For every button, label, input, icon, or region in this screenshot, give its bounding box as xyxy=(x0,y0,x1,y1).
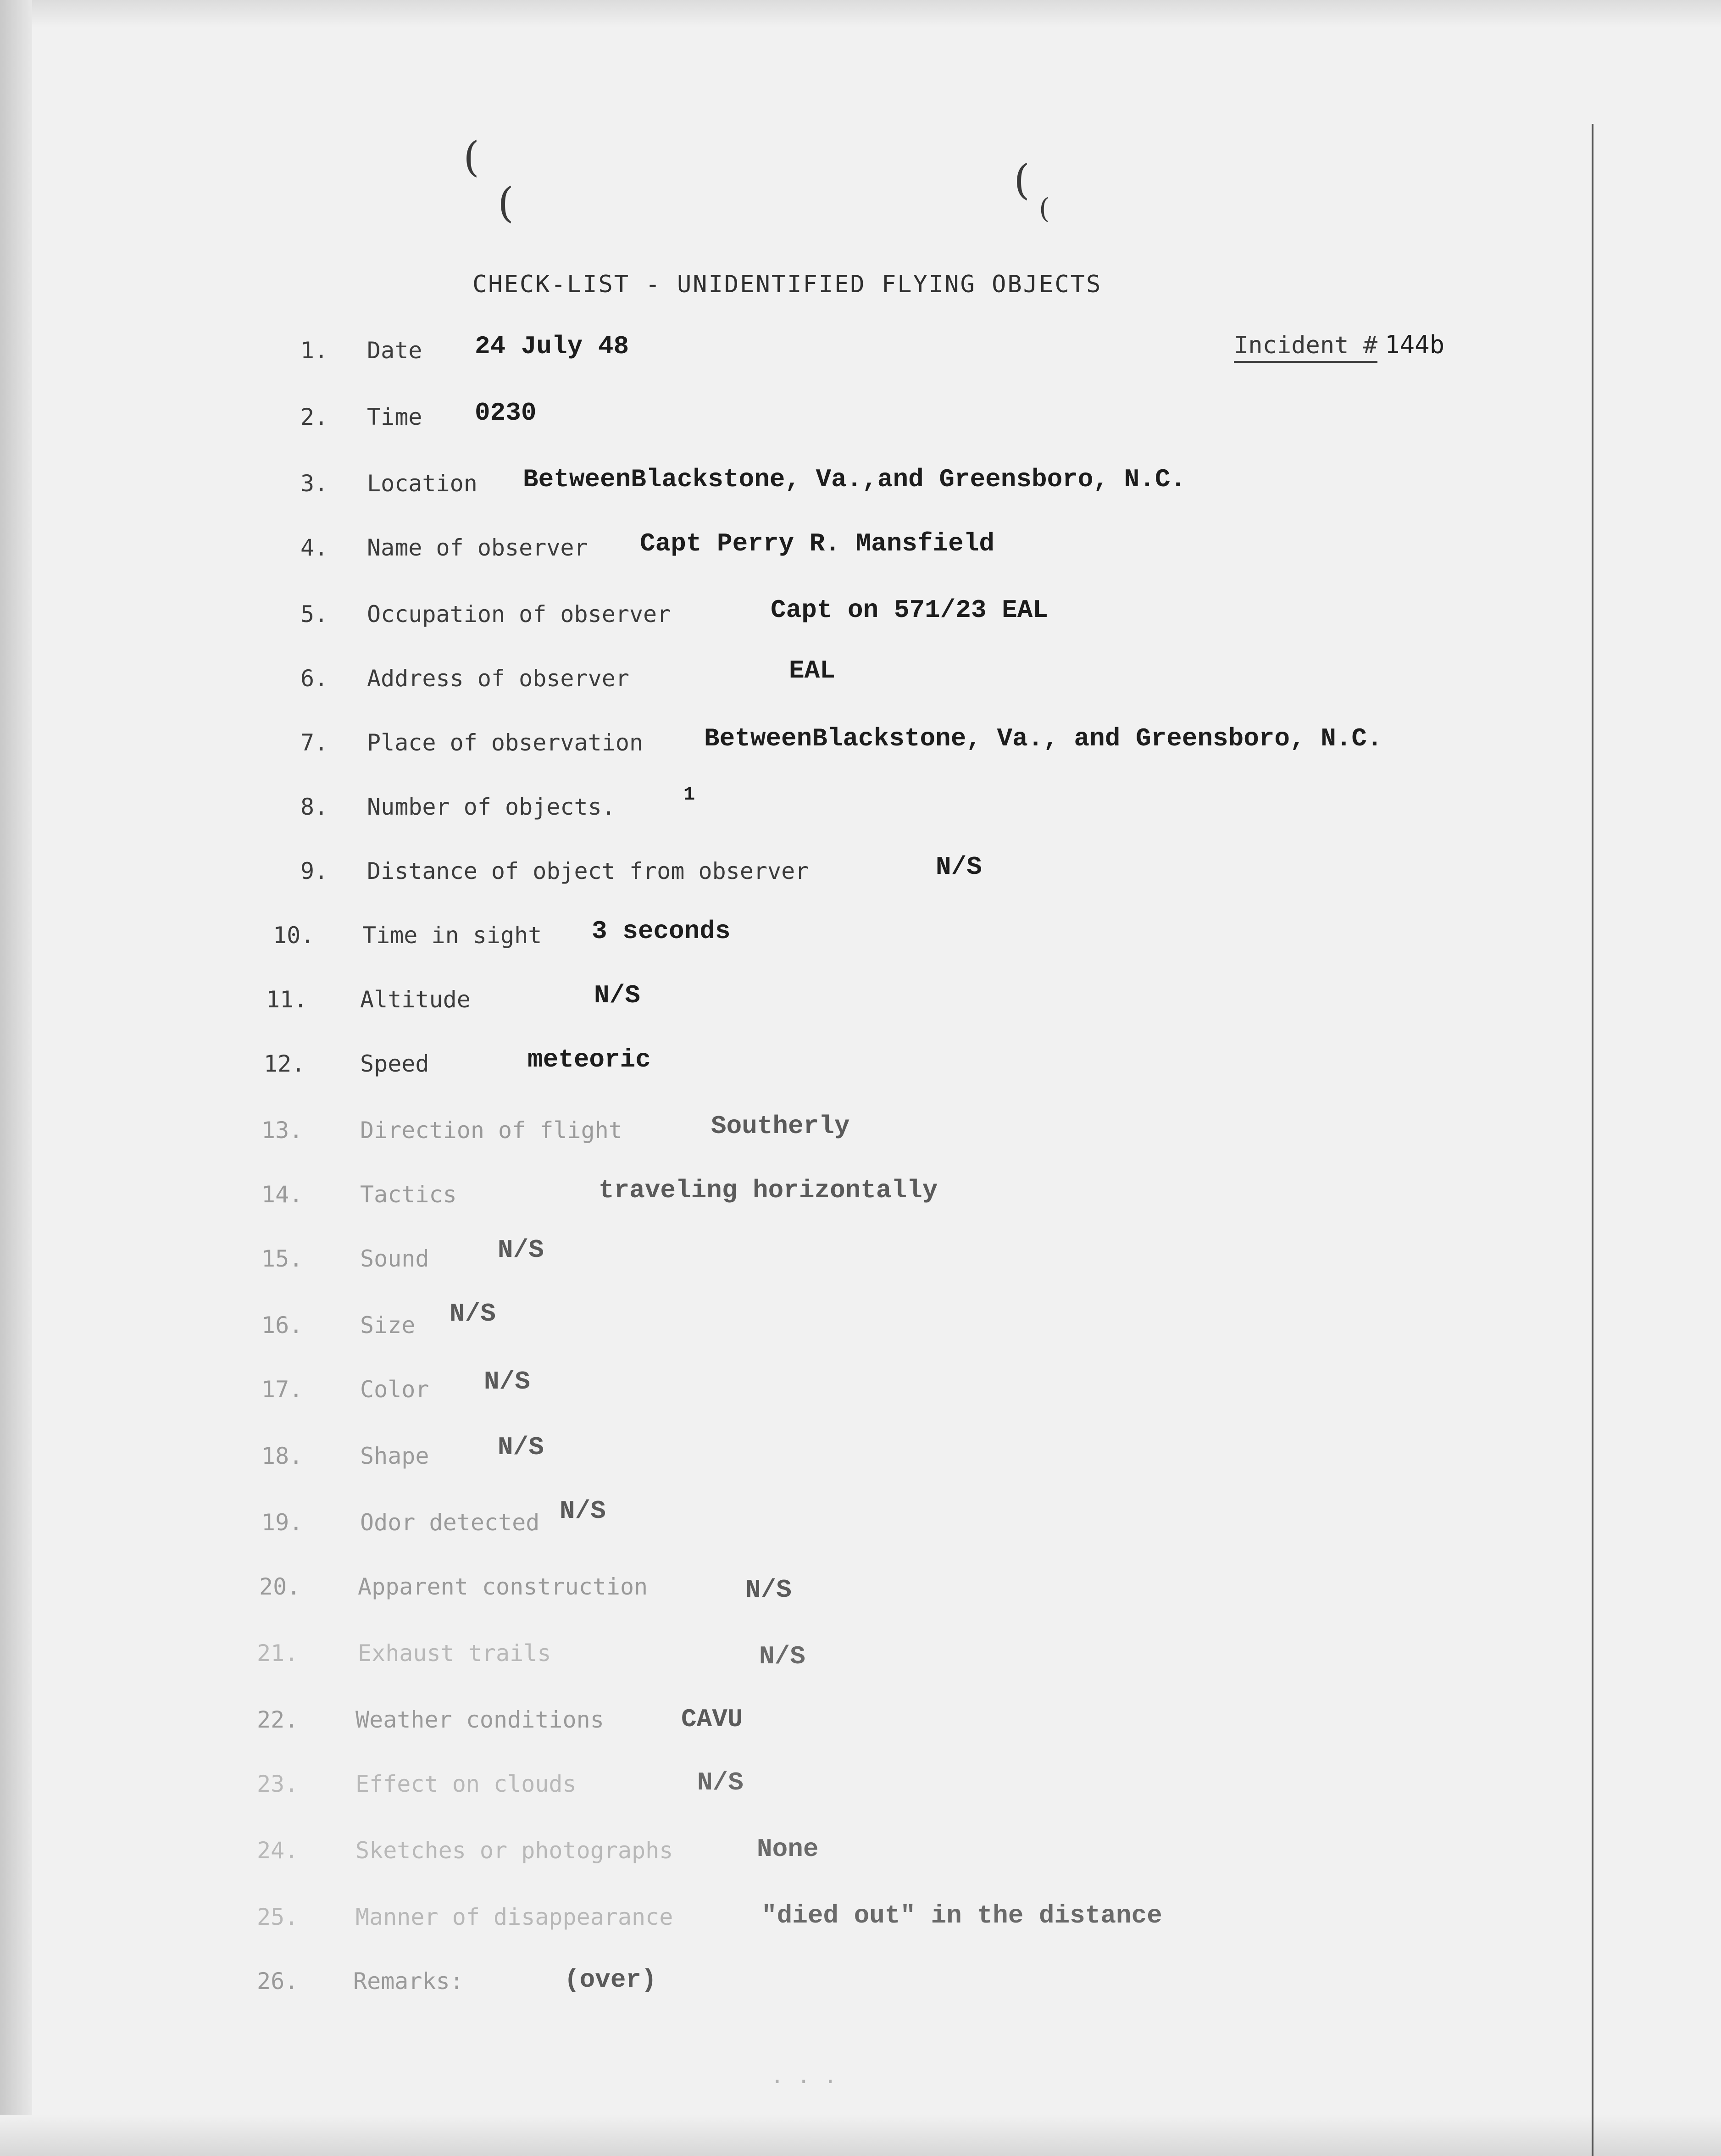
item-value: N/S xyxy=(759,1642,805,1671)
item-label: Color xyxy=(360,1376,429,1403)
right-margin-rule xyxy=(1592,124,1593,2156)
item-label: Tactics xyxy=(360,1181,457,1208)
item-label: Odor detected xyxy=(360,1509,540,1536)
item-value: 3 seconds xyxy=(592,917,731,946)
item-label: Place of observation xyxy=(367,729,644,756)
item-label: Weather conditions xyxy=(355,1706,604,1733)
page-mark: · · · xyxy=(771,2069,837,2095)
item-value: BetweenBlackstone, Va., and Greensboro, N.C. xyxy=(704,724,1382,753)
item-number: 4. xyxy=(300,534,328,561)
item-value: CAVU xyxy=(681,1705,743,1734)
punch-mark: ( xyxy=(498,179,514,227)
item-number: 21. xyxy=(257,1640,299,1667)
punch-mark: ( xyxy=(463,133,480,181)
item-label: Address of observer xyxy=(367,665,629,692)
item-value: N/S xyxy=(450,1299,496,1328)
item-number: 23. xyxy=(257,1771,299,1797)
item-number: 1. xyxy=(300,337,328,364)
item-number: 26. xyxy=(257,1968,299,1995)
item-value: (over) xyxy=(564,1965,657,1995)
item-label: Manner of disappearance xyxy=(355,1904,673,1930)
item-number: 6. xyxy=(300,665,328,692)
item-label: Time in sight xyxy=(362,922,542,949)
item-number: 2. xyxy=(300,404,328,430)
item-value: N/S xyxy=(560,1496,606,1526)
item-number: 18. xyxy=(261,1443,303,1469)
item-value: N/S xyxy=(484,1367,530,1396)
item-value: N/S xyxy=(697,1768,744,1797)
item-number: 17. xyxy=(261,1376,303,1403)
item-number: 22. xyxy=(257,1706,299,1733)
item-number: 9. xyxy=(300,858,328,884)
item-value: "died out" in the distance xyxy=(761,1901,1162,1930)
item-value: meteoric xyxy=(527,1045,651,1074)
item-label: Number of objects. xyxy=(367,794,616,820)
item-number: 15. xyxy=(261,1245,303,1272)
item-number: 8. xyxy=(300,794,328,820)
scan-left-edge xyxy=(0,0,32,2156)
punch-mark: ( xyxy=(1039,193,1050,225)
item-number: 13. xyxy=(261,1117,303,1144)
item-label: Sound xyxy=(360,1245,429,1272)
item-label: Exhaust trails xyxy=(358,1640,551,1667)
item-number: 14. xyxy=(261,1181,303,1208)
item-value: 1 xyxy=(683,783,695,806)
item-value: N/S xyxy=(594,981,640,1010)
item-label: Direction of flight xyxy=(360,1117,622,1144)
item-value: traveling horizontally xyxy=(599,1176,938,1205)
item-label: Speed xyxy=(360,1050,429,1077)
item-label: Shape xyxy=(360,1443,429,1469)
item-number: 12. xyxy=(264,1050,305,1077)
item-value: None xyxy=(757,1834,819,1864)
item-value: EAL xyxy=(789,656,835,685)
item-value: BetweenBlackstone, Va.,and Greensboro, N.C. xyxy=(523,465,1186,494)
item-number: 25. xyxy=(257,1904,299,1930)
item-label: Sketches or photographs xyxy=(355,1837,673,1864)
item-label: Occupation of observer xyxy=(367,601,671,628)
item-value: N/S xyxy=(498,1235,544,1265)
item-label: Location xyxy=(367,470,477,497)
item-number: 10. xyxy=(273,922,315,949)
item-number: 24. xyxy=(257,1837,299,1864)
incident-number xyxy=(1234,330,1444,359)
item-label: Size xyxy=(360,1312,416,1339)
item-number: 20. xyxy=(259,1573,301,1600)
document-title: CHECK-LIST - UNIDENTIFIED FLYING OBJECTS xyxy=(472,271,1102,298)
item-label: Distance of object from observer xyxy=(367,858,809,884)
item-value: Southerly xyxy=(711,1111,850,1141)
item-value: Capt on 571/23 EAL xyxy=(771,595,1048,625)
item-label: Name of observer xyxy=(367,534,588,561)
item-value: Capt Perry R. Mansfield xyxy=(640,529,994,558)
item-label: Remarks: xyxy=(353,1968,464,1995)
item-label: Time xyxy=(367,404,422,430)
item-label: Date xyxy=(367,337,422,364)
incident-label: Incident # xyxy=(1234,332,1377,363)
item-number: 16. xyxy=(261,1312,303,1339)
item-label: Altitude xyxy=(360,986,471,1013)
item-label: Effect on clouds xyxy=(355,1771,577,1797)
item-value: N/S xyxy=(936,852,982,882)
scan-bottom-edge xyxy=(0,2115,1721,2156)
item-value: 0230 xyxy=(475,398,537,428)
item-value: 24 July 48 xyxy=(475,332,629,361)
item-number: 7. xyxy=(300,729,328,756)
incident-value: 144b xyxy=(1385,330,1445,359)
item-value: N/S xyxy=(498,1433,544,1462)
item-label: Apparent construction xyxy=(358,1573,648,1600)
item-number: 19. xyxy=(261,1509,303,1536)
item-number: 11. xyxy=(266,986,308,1013)
item-number: 5. xyxy=(300,601,328,628)
punch-mark: ( xyxy=(1014,156,1030,204)
item-value: N/S xyxy=(745,1575,792,1605)
item-number: 3. xyxy=(300,470,328,497)
scan-top-edge xyxy=(0,0,1721,28)
